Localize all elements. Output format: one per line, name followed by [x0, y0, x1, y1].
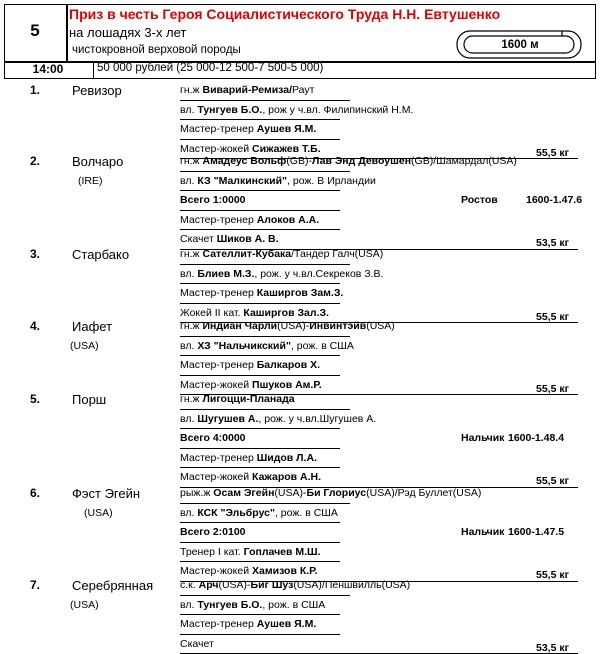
pedigree-color: гн.ж: [180, 320, 203, 332]
record-time: 1600-1.48.4: [508, 432, 565, 444]
race-prize: 50 000 рублей (25 000-12 500-7 500-5 000): [97, 62, 324, 74]
trainer-title: Мастер-тренер: [180, 287, 257, 299]
carried-weight: 55,5 кг: [536, 569, 569, 581]
pedigree-origin: Раут: [292, 84, 315, 96]
owner-line: [180, 413, 376, 425]
row-underline: [180, 595, 350, 596]
race-time: 14:00: [32, 62, 64, 76]
trainer-name: Шидов Л.А.: [256, 451, 317, 464]
carried-weight: 55,5 кг: [536, 310, 569, 323]
owner-line: [180, 268, 383, 280]
race-subtitle-age: на лошадях 3-х лет: [69, 25, 187, 40]
jockey-name: Каширгов Зал.З.: [243, 306, 329, 319]
owner-prefix: вл.: [180, 174, 198, 187]
owner-name: КСК "Эльбрус": [197, 506, 275, 519]
horse-number: 4.: [30, 319, 41, 333]
horse-name: Серебрянная: [72, 578, 154, 593]
trainer-title: Тренер I кат.: [180, 545, 244, 558]
owner-name: Тунгуев Б.О.: [197, 103, 263, 116]
trainer-name: Каширгов Зам.З.: [256, 287, 344, 299]
horse-number: 1.: [30, 83, 41, 97]
pedigree-damsire: (USA): [366, 320, 395, 332]
breeder-info: , рож. в США: [274, 506, 338, 519]
owner-prefix: вл.: [180, 267, 198, 280]
trainer-name: Алоков А.А.: [256, 213, 320, 226]
pedigree-dam: Инвинтэйв: [309, 320, 367, 332]
record-line: [180, 432, 246, 444]
pedigree-sire-dam: Виварий-Ремиза/: [202, 84, 293, 96]
breeder-info: , рож. в США: [290, 339, 354, 352]
pedigree-line: [180, 320, 395, 332]
owner-prefix: вл.: [180, 598, 198, 611]
pedigree-color: с.к.: [180, 579, 199, 591]
jockey-line: [180, 565, 318, 577]
owner-line: [180, 104, 413, 116]
breeder-info: , рож. в США: [262, 598, 326, 611]
row-underline: [180, 428, 340, 429]
pedigree-color: гн.ж: [180, 393, 203, 405]
trainer-title: Мастер-тренер: [180, 618, 257, 630]
pedigree-dam: Лав Энд Девоушен: [311, 155, 412, 167]
record-track: Ростов: [461, 194, 498, 206]
pedigree-sire-dam: Индиан Чарли: [202, 320, 278, 332]
pedigree-line: [180, 155, 517, 167]
horse-number: 5.: [30, 392, 41, 406]
career-record: Всего 4:0000: [180, 432, 246, 444]
pedigree-line: [180, 579, 410, 591]
row-underline: [180, 264, 350, 265]
jockey-title: Мастер-жокей: [180, 142, 253, 155]
jockey-title: Мастер-жокей: [180, 471, 253, 483]
record-time: 1600-1.47.5: [508, 526, 565, 538]
row-underline: [180, 375, 340, 376]
pedigree-damsire: (USA)/Пеншвилль(USA): [293, 579, 411, 591]
trainer-title: Мастер-тренер: [180, 451, 257, 464]
jockey-name: Кажаров А.Н.: [252, 471, 322, 483]
breeder-info: , рож у ч.вл. Филипинский Н.М.: [262, 103, 414, 116]
jockey-name: Хамизов К.Р.: [252, 565, 318, 577]
row-underline: [180, 634, 340, 635]
horse-name: Ревизор: [72, 83, 122, 98]
carried-weight: 55,5 кг: [536, 382, 569, 395]
trainer-line: [180, 359, 320, 371]
trainer-name: Гоплачев М.Ш.: [243, 545, 321, 558]
trainer-title: Мастер-тренер: [180, 359, 257, 371]
trainer-line: [180, 287, 343, 299]
trainer-line: [180, 452, 317, 464]
row-underline: [180, 355, 340, 356]
horse-name: Иафет: [72, 319, 113, 334]
carried-weight: 55,5 кг: [536, 475, 569, 487]
horse-country: (IRE): [78, 174, 103, 187]
race-number: 5: [30, 21, 40, 40]
trainer-name: Аушев Я.М.: [256, 618, 317, 630]
race-subtitle-breed: чистокровной верховой породы: [72, 44, 241, 56]
owner-name: Блиев М.З.: [197, 267, 255, 280]
horse-country: (USA): [84, 506, 113, 519]
horse-name: Старбако: [72, 247, 130, 262]
row-underline: [180, 139, 340, 140]
record-track: Нальчик: [461, 526, 505, 538]
trainer-title: Мастер-тренер: [180, 213, 257, 226]
record-time: 1600-1.47.6: [526, 194, 583, 206]
career-record: Всего 2:0100: [180, 526, 246, 538]
pedigree-sire-dam: Сателлит-Кубака: [202, 248, 292, 260]
owner-line: [180, 340, 354, 352]
jockey-name: Сижажев Т.Б.: [252, 142, 321, 155]
carried-weight: 55,5 кг: [536, 146, 569, 159]
row-underline: [180, 229, 340, 230]
owner-name: Шугушев А.: [197, 412, 259, 425]
horse-number: 3.: [30, 247, 41, 261]
pedigree-origin: (USA)-: [274, 487, 307, 499]
record-line: [180, 526, 246, 538]
row-underline: [180, 171, 350, 172]
jockey-line: [180, 379, 322, 391]
trainer-title: Мастер-тренер: [180, 123, 257, 135]
pedigree-origin: (GB)-: [286, 155, 312, 167]
carried-weight: 53,5 кг: [536, 641, 569, 654]
horse-country: (USA): [70, 598, 99, 611]
row-underline: [180, 303, 340, 304]
jockey-title: Жокей II кат.: [180, 306, 244, 319]
pedigree-line: [180, 393, 295, 405]
row-underline: [180, 542, 340, 543]
carried-weight: 53,5 кг: [536, 237, 569, 249]
owner-prefix: вл.: [180, 412, 198, 425]
owner-name: ХЗ "Нальчикский": [197, 339, 291, 352]
owner-prefix: вл.: [180, 103, 198, 116]
pedigree-sire-dam: Осам Эгейн: [213, 487, 275, 499]
pedigree-sire-dam: Лигоцци-Планада: [202, 393, 295, 405]
jockey-name: Пшуков Ам.Р.: [252, 378, 322, 391]
row-underline: [180, 561, 340, 562]
horse-number: 2.: [30, 154, 41, 168]
owner-prefix: вл.: [180, 506, 198, 519]
row-underline: [180, 614, 340, 615]
breeder-info: , рож. В Ирландии: [287, 174, 376, 187]
owner-name: Тунгуев Б.О.: [197, 598, 263, 611]
pedigree-color: гн.ж: [180, 155, 203, 167]
row-underline: [180, 467, 340, 468]
row-underline: [180, 119, 340, 120]
jockey-line: [180, 471, 321, 483]
row-underline: [180, 190, 340, 191]
pedigree-line: [180, 84, 314, 96]
track-distance: 1600 м: [501, 39, 539, 51]
pedigree-line: [180, 487, 481, 499]
horse-name: Порш: [72, 392, 107, 407]
jockey-line: [180, 307, 329, 319]
horse-country: (USA): [70, 339, 99, 352]
record-line: [180, 194, 246, 206]
trainer-name: Аушев Я.М.: [256, 123, 317, 135]
pedigree-origin: /Тандер Галч(USA): [291, 248, 384, 260]
jockey-line: [180, 143, 321, 155]
pedigree-damsire: (GB)/Шамардал(USA): [411, 155, 517, 167]
horse-number: 7.: [30, 578, 41, 592]
jockey-name: Шиков А. В.: [216, 233, 279, 245]
trainer-line: [180, 123, 316, 135]
pedigree-color: рыж.ж: [180, 487, 214, 499]
race-title: Приз в честь Героя Социалистического Труда Н.Н. Евтушенко: [69, 6, 501, 22]
row-underline: [180, 100, 350, 101]
breeder-info: , рож. у ч.вл.Секреков З.В.: [254, 267, 384, 280]
pedigree-damsire: (USA)/Рэд Буллет(USA): [366, 487, 482, 499]
trainer-line: [180, 214, 319, 226]
jockey-title: Скачет: [180, 233, 217, 245]
pedigree-dam: Би Глориус: [306, 487, 367, 499]
owner-name: КЗ "Малкинский": [197, 174, 288, 187]
owner-line: [180, 175, 376, 187]
row-underline: [180, 522, 340, 523]
row-underline: [180, 503, 350, 504]
pedigree-sire-dam: Амадеус Вольф: [202, 155, 287, 167]
trainer-name: Балкаров Х.: [256, 359, 320, 371]
owner-line: [180, 507, 338, 519]
career-record: Всего 1:0000: [180, 194, 246, 206]
pedigree-sire-dam: Арч: [198, 579, 219, 591]
pedigree-origin: (USA)-: [277, 320, 310, 332]
row-underline: [180, 409, 350, 410]
row-underline: [180, 336, 350, 337]
breeder-info: , рож. у ч.вл.Шугушев А.: [258, 412, 377, 425]
pedigree-color: гн.ж: [180, 248, 203, 260]
trainer-line: [180, 546, 321, 558]
record-track: Нальчик: [461, 432, 505, 444]
jockey-title: Мастер-жокей: [180, 565, 253, 577]
jockey-line: [180, 638, 214, 650]
owner-prefix: вл.: [180, 339, 198, 352]
horse-name: Фэст Эгейн: [72, 486, 141, 501]
owner-line: [180, 599, 325, 611]
jockey-line: [180, 233, 279, 245]
trainer-line: [180, 618, 316, 630]
pedigree-dam: Биг Шуз: [250, 579, 294, 591]
row-underline: [180, 448, 340, 449]
row-underline: [180, 283, 340, 284]
pedigree-origin: (USA)-: [218, 579, 251, 591]
pedigree-color: гн.ж: [180, 84, 203, 96]
horse-number: 6.: [30, 486, 41, 500]
jockey-title: Скачет: [180, 637, 214, 650]
pedigree-line: [180, 248, 383, 260]
jockey-title: Мастер-жокей: [180, 378, 253, 391]
horse-name: Волчаро: [72, 154, 124, 169]
row-underline: [180, 210, 340, 211]
